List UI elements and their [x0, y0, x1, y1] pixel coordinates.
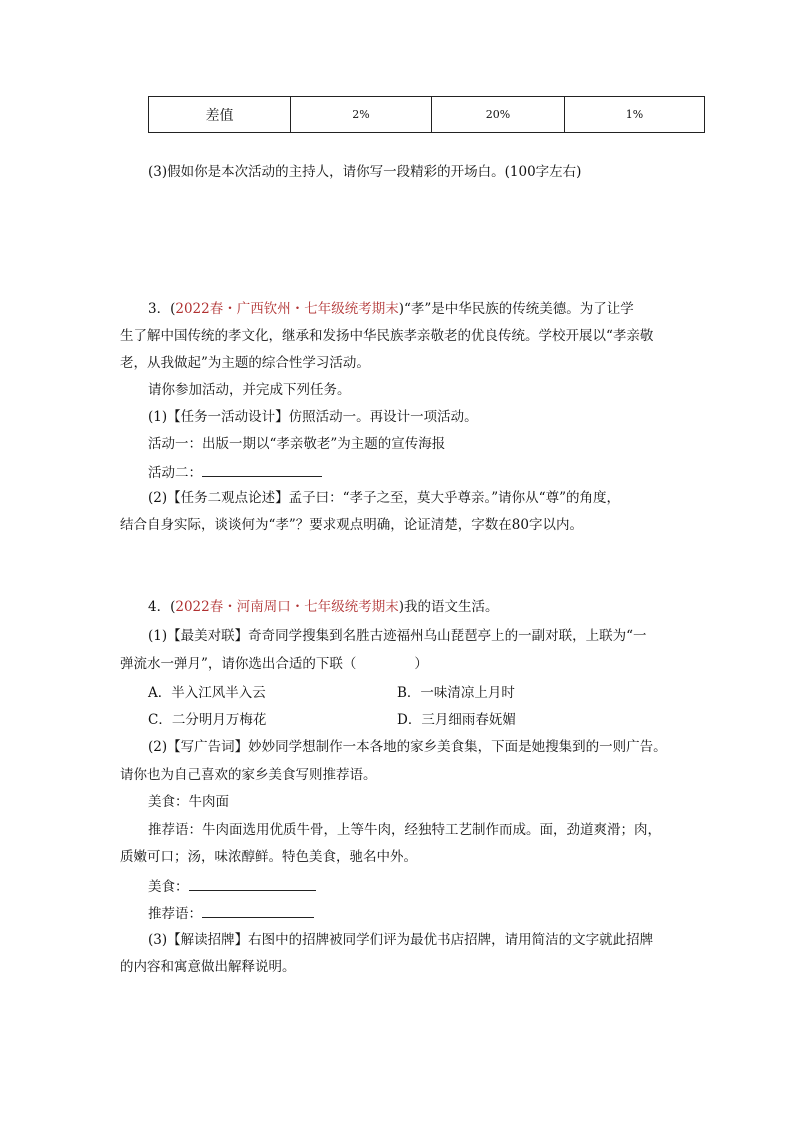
q4-close: )	[398, 599, 404, 615]
q3-line3: 老，从我做起”为主题的综合性学习活动。	[120, 355, 370, 371]
comparison-table-row	[148, 96, 705, 133]
q4-part1: (1)【最美对联】奇奇同学搜集到名胜古迹福州乌山琵琶亭上的一副对联，上联为“一	[148, 628, 647, 644]
q4-part1-close: ）	[414, 656, 428, 672]
q3-number: 3．(	[148, 301, 176, 317]
q3-source: 2022春・广西钦州・七年级统考期末	[175, 301, 399, 317]
answer-blank[interactable]	[202, 462, 322, 477]
answer-blank[interactable]	[202, 903, 314, 918]
q3-activity2-label: 活动二：	[148, 465, 202, 481]
q4-line1: 我的语文生活。	[404, 599, 499, 615]
q4-header	[148, 598, 499, 616]
answer-blank[interactable]	[189, 876, 316, 891]
table-cell: 差值	[149, 97, 291, 132]
table-cell: 20%	[432, 97, 565, 132]
q4-part2-cont: 请你也为自己喜欢的家乡美食写则推荐语。	[120, 767, 377, 783]
q4-food-answer	[148, 876, 316, 896]
q3-task2-cont: 结合自身实际，谈谈何为“孝”？要求观点明确，论证清楚，字数在80字以内。	[120, 517, 583, 533]
q4-source: 2022春・河南周口・七年级统考期末	[175, 599, 399, 615]
q4-part3-cont: 的内容和寓意做出解释说明。	[120, 959, 296, 975]
q4-part3: (3)【解读招牌】右图中的招牌被同学们评为最优书店招牌，请用简洁的文字就此招牌	[148, 932, 654, 948]
q3-activity1: 活动一：出版一期以“孝亲敬老”为主题的宣传海报	[148, 436, 446, 452]
q4-part1-cont	[120, 655, 428, 673]
q4-food-example: 美食：牛肉面	[148, 794, 229, 810]
q3-activity2	[148, 462, 322, 482]
q4-part1-text: 弹流水一弹月”，请你选出合适的下联（	[120, 656, 357, 672]
table-cell: 2%	[291, 97, 432, 132]
q4-recommend-label: 推荐语：	[148, 906, 202, 922]
q3-header	[148, 300, 634, 318]
q3-close: )	[398, 301, 404, 317]
q4-recommend-example-cont: 质嫩可口；汤，味浓醇鲜。特色美食，驰名中外。	[120, 849, 417, 865]
q3-line1: “孝”是中华民族的传统美德。为了让学	[404, 301, 634, 317]
q3-line2: 生了解中国传统的孝文化，继承和发扬中华民族孝亲敬老的优良传统。学校开展以“孝亲敬	[120, 328, 654, 344]
table-cell: 1%	[625, 108, 644, 121]
q3-task2: (2)【任务二观点论述】孟子曰：“孝子之至，莫大乎尊亲。”请你从“尊”的角度，	[148, 490, 620, 506]
q2-part3: (3)假如你是本次活动的主持人，请你写一段精彩的开场白。(100字左右)	[148, 164, 582, 180]
option-c[interactable]: C．二分明月万梅花	[148, 712, 267, 728]
q3-line4: 请你参加活动，并完成下列任务。	[148, 382, 351, 398]
q4-recommend-answer	[148, 903, 314, 923]
option-a[interactable]: A．半入江风半入云	[148, 685, 266, 701]
q4-recommend-example: 推荐语：牛肉面选用优质牛骨，上等牛肉，经独特工艺制作而成。面，劲道爽滑；肉，	[148, 822, 661, 838]
q4-food-label: 美食：	[148, 879, 189, 895]
q3-task1: (1)【任务一活动设计】仿照活动一。再设计一项活动。	[148, 409, 478, 425]
q4-part2: (2)【写广告词】妙妙同学想制作一本各地的家乡美食集，下面是她搜集到的一则广告。	[148, 739, 667, 755]
q4-number: 4．(	[148, 599, 176, 615]
option-b[interactable]: B．一味清凉上月时	[397, 685, 515, 701]
option-d[interactable]: D．三月细雨春妩媚	[397, 712, 516, 728]
